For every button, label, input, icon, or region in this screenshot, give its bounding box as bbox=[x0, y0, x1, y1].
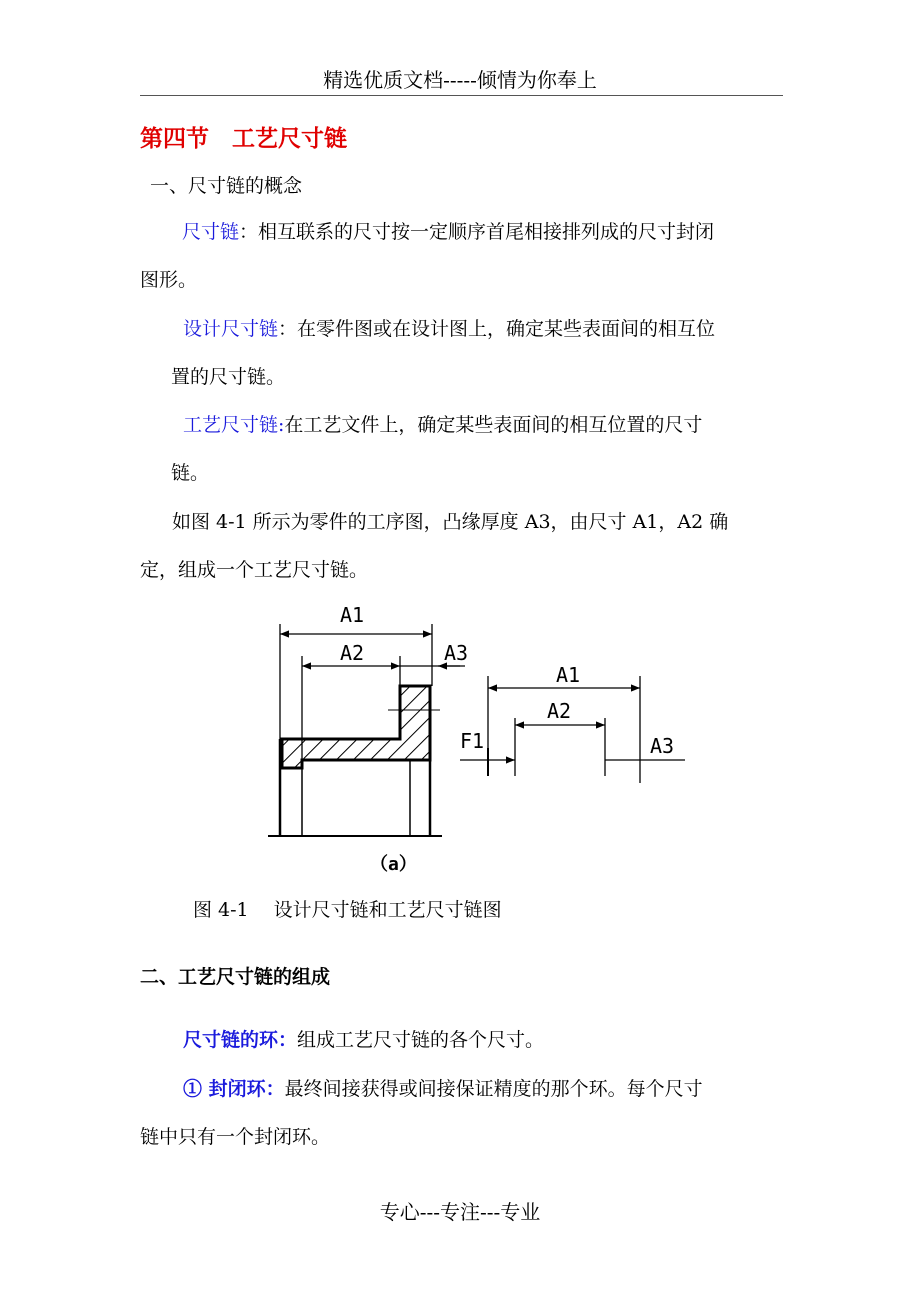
definition-text: 在零件图或在设计图上，确定某些表面间的相互位 bbox=[297, 318, 716, 340]
term-separator: ： bbox=[278, 318, 298, 340]
term-design-chain: 设计尺寸链 bbox=[183, 318, 279, 340]
label-a2-left: A2 bbox=[340, 641, 365, 665]
label-sub-a: （a） bbox=[370, 854, 417, 875]
label-f1: F1 bbox=[460, 729, 485, 753]
section-title: 第四节 工艺尺寸链 bbox=[140, 125, 347, 152]
figure-caption: 图 4-1 设计尺寸链和工艺尺寸链图 bbox=[193, 899, 502, 921]
page-header: 精选优质文档-----倾情为你奉上 bbox=[323, 68, 597, 92]
term-separator: : bbox=[278, 414, 285, 436]
closed-ring-text: 最终间接获得或间接保证精度的那个环。每个尺寸 bbox=[284, 1078, 703, 1100]
definition-design-chain bbox=[183, 305, 715, 353]
page-footer: 专心---专注---专业 bbox=[379, 1200, 541, 1224]
definition-text: 链。 bbox=[171, 462, 210, 484]
label-a1-right: A1 bbox=[556, 663, 581, 687]
label-a3-left: A3 bbox=[444, 641, 469, 665]
ring-definition bbox=[183, 1016, 544, 1064]
definition-dimension-chain-cont bbox=[140, 256, 197, 304]
label-a3-right: A3 bbox=[650, 734, 675, 758]
part-section bbox=[268, 686, 442, 836]
definition-process-chain bbox=[183, 401, 702, 449]
definition-process-chain-cont bbox=[171, 449, 209, 497]
subsection-title-concept: 一、尺寸链的概念 bbox=[150, 175, 303, 197]
header-rule bbox=[140, 95, 783, 96]
closed-ring-definition bbox=[183, 1065, 703, 1113]
definition-text: 置的尺寸链。 bbox=[171, 366, 286, 388]
example-paragraph-line1: 如图 4-1 所示为零件的工序图，凸缘厚度 A3，由尺寸 A1，A2 确 bbox=[172, 511, 729, 533]
definition-design-chain-cont bbox=[171, 353, 285, 401]
definition-dimension-chain bbox=[182, 208, 714, 256]
term-separator: ： bbox=[239, 221, 259, 243]
ring-definition-text: 组成工艺尺寸链的各个尺寸。 bbox=[297, 1029, 545, 1051]
subsection-title-composition: 二、工艺尺寸链的组成 bbox=[140, 966, 331, 988]
example-paragraph-line2: 定，组成一个工艺尺寸链。 bbox=[140, 559, 369, 581]
definition-text: 图形。 bbox=[140, 269, 198, 291]
definition-text: 在工艺文件上，确定某些表面间的相互位置的尺寸 bbox=[284, 414, 703, 436]
term-process-chain: 工艺尺寸链 bbox=[183, 414, 279, 436]
chain-diagram bbox=[460, 676, 685, 783]
closed-ring-definition-cont: 链中只有一个封闭环。 bbox=[140, 1126, 331, 1148]
term-dimension-chain: 尺寸链 bbox=[182, 221, 240, 243]
label-a1-left: A1 bbox=[340, 603, 365, 627]
definition-text: 相互联系的尺寸按一定顺序首尾相接排列成的尺寸封闭 bbox=[258, 221, 715, 243]
label-a2-right: A2 bbox=[547, 699, 572, 723]
term-ring: 尺寸链的环： bbox=[183, 1029, 298, 1051]
figure-4-1-drawing bbox=[260, 598, 690, 883]
term-closed-ring: ① 封闭环： bbox=[183, 1078, 285, 1100]
